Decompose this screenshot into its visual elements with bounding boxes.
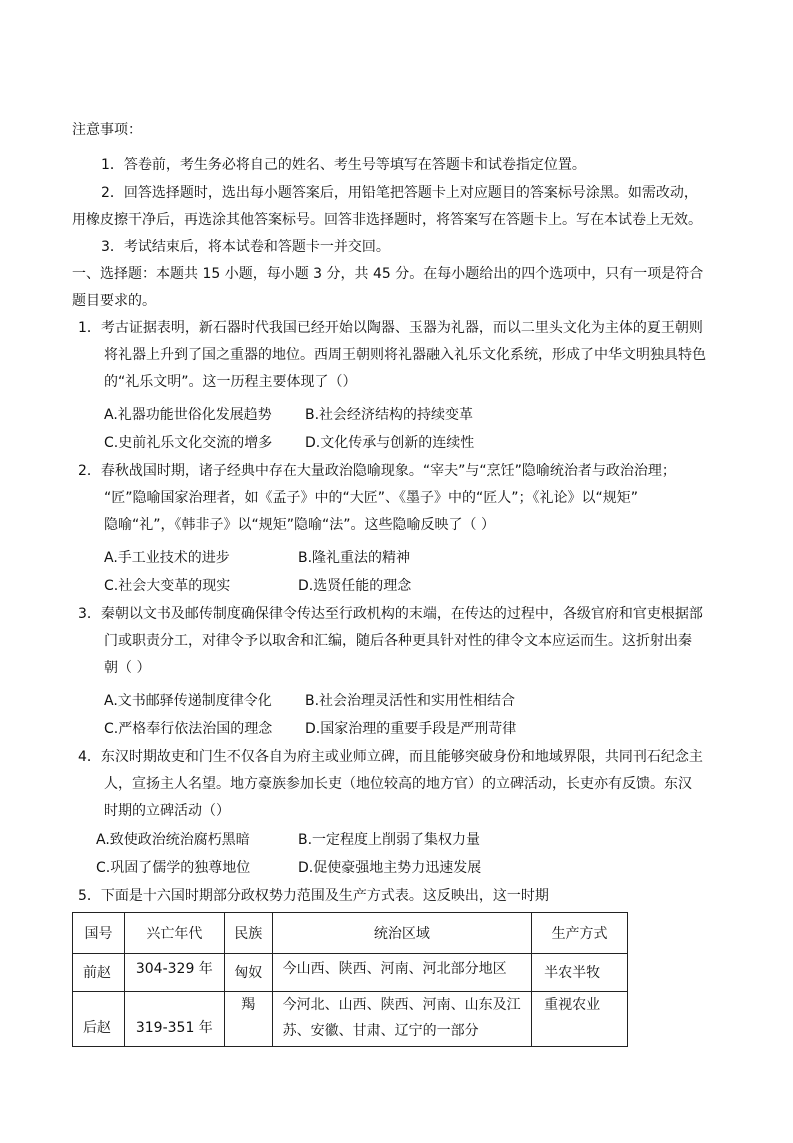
table-cell-mode: 半农半牧 <box>544 964 601 981</box>
section-heading-cont: 题目要求的。 <box>72 293 156 309</box>
question-4-option-b[interactable]: B.一定程度上削弱了集权力量 <box>298 832 481 848</box>
table-cell-years: 319-351 年 <box>135 1020 213 1036</box>
table-cell-years: 304-329 年 <box>135 961 213 977</box>
question-3-option-d[interactable]: D.国家治理的重要手段是严刑苛律 <box>305 721 517 737</box>
question-2-option-a[interactable]: A.手工业技术的进步 <box>104 550 230 566</box>
question-3-line-2: 门或职责分工，对律令予以取舍和汇编，随后各种更具针对性的律令文本应运而生。这折射出秦 <box>104 633 692 649</box>
question-4-option-d[interactable]: D.促使豪强地主势力迅速发展 <box>298 860 482 876</box>
question-5-stem: 5．下面是十六国时期部分政权势力范围及生产方式表。这反映出，这一时期 <box>78 888 549 904</box>
question-4-option-c[interactable]: C.巩固了儒学的独尊地位 <box>96 860 251 876</box>
table-header-cell: 国号 <box>73 913 125 954</box>
table-cell-region: 今山西、陕西、河南、河北部分地区 <box>282 961 507 977</box>
regime-table <box>72 912 628 1047</box>
table-row <box>73 992 628 1047</box>
question-4-option-a[interactable]: A.致使政治统治腐朽黑暗 <box>96 832 250 848</box>
question-2-option-b[interactable]: B.隆礼重法的精神 <box>298 550 411 566</box>
notice-item-2: 2．回答选择题时，选出每小题答案后，用铅笔把答题卡上对应题目的答案标号涂黑。如需改动， <box>101 185 698 201</box>
notice-item-1: 1．答卷前，考生务必将自己的姓名、考生号等填写在答题卡和试卷指定位置。 <box>101 157 586 173</box>
table-cell-name: 前赵 <box>83 964 111 981</box>
table-header-cell: 民族 <box>224 913 272 954</box>
table-cell-ethnic: 匈奴 <box>234 964 263 981</box>
question-2-option-d[interactable]: D.选贤任能的理念 <box>298 578 412 594</box>
question-1-option-c[interactable]: C.史前礼乐文化交流的增多 <box>104 435 273 451</box>
question-1-option-b[interactable]: B.社会经济结构的持续变革 <box>305 407 474 423</box>
question-1-option-d[interactable]: D.文化传承与创新的连续性 <box>305 435 475 451</box>
question-3-option-b[interactable]: B.社会治理灵活性和实用性相结合 <box>305 693 516 709</box>
table-header-row <box>73 913 628 954</box>
table-cell-region-line: 今河北、山西、陕西、河南、山东及江 <box>282 997 521 1013</box>
question-3-line-1: 3．秦朝以文书及邮传制度确保律令传达至行政机构的末端，在传达的过程中，各级官府和官吏根据部 <box>78 606 703 622</box>
notice-item-2-cont: 用橡皮擦干净后，再选涂其他答案标号。回答非选择题时，将答案写在答题卡上。写在本试卷上无效。 <box>72 212 702 228</box>
table-cell-name: 后赵 <box>83 1020 111 1036</box>
question-4-line-1: 4．东汉时期故吏和门生不仅各自为府主或业师立碑，而且能够突破身份和地域界限，共同刊石纪念主 <box>78 749 703 765</box>
question-3-option-a[interactable]: A.文书邮驿传递制度律令化 <box>104 693 272 709</box>
notice-title: 注意事项： <box>72 122 142 138</box>
question-2-line-2: “匠”隐喻国家治理者，如《孟子》中的“大匠”、《墨子》中的“匠人”；《礼论》以“规矩” <box>104 490 639 506</box>
table-cell-ethnic: 羯 <box>241 997 256 1013</box>
question-1-line-1: 1．考古证据表明，新石器时代我国已经开始以陶器、玉器为礼器，而以二里头文化为主体的夏王朝则 <box>78 320 703 336</box>
question-1-option-a[interactable]: A.礼器功能世俗化发展趋势 <box>104 407 272 423</box>
question-2-line-1: 2．春秋战国时期，诸子经典中存在大量政治隐喻现象。“宰夫”与“烹饪”隐喻统治者与政治治理； <box>78 463 676 479</box>
table-cell-region-line: 苏、安徽、甘肃、辽宁的一部分 <box>282 1023 479 1039</box>
table-cell-mode: 重视农业 <box>544 997 601 1013</box>
question-4-line-3: 时期的立碑活动（） <box>104 803 230 819</box>
question-2-option-c[interactable]: C.社会大变革的现实 <box>104 578 231 594</box>
table-header-cell: 统治区域 <box>272 913 531 954</box>
question-1-line-3: 的“礼乐文明”。这一历程主要体现了（） <box>104 374 357 390</box>
question-2-line-3: 隐喻“礼”，《韩非子》以“规矩”隐喻“法”。这些隐喻反映了（ ） <box>104 517 495 533</box>
notice-item-3: 3．考试结束后，将本试卷和答题卡一并交回。 <box>101 239 390 255</box>
table-header-cell: 兴亡年代 <box>124 913 224 954</box>
table-header-cell: 生产方式 <box>532 913 628 954</box>
section-heading: 一、选择题：本题共 15 小题，每小题 3 分，共 45 分。在每小题给出的四个选项中，只有一项是符合 <box>72 266 704 282</box>
table-row <box>73 954 628 992</box>
question-4-line-2: 人，宣扬主人名望。地方豪族参加长吏（地位较高的地方官）的立碑活动，长吏亦有反馈。东汉 <box>104 776 692 792</box>
question-3-option-c[interactable]: C.严格奉行依法治国的理念 <box>104 721 273 737</box>
question-1-line-2: 将礼器上升到了国之重器的地位。西周王朝则将礼器融入礼乐文化系统，形成了中华文明独具特色 <box>104 347 706 363</box>
question-3-line-3: 朝（ ） <box>104 660 151 676</box>
